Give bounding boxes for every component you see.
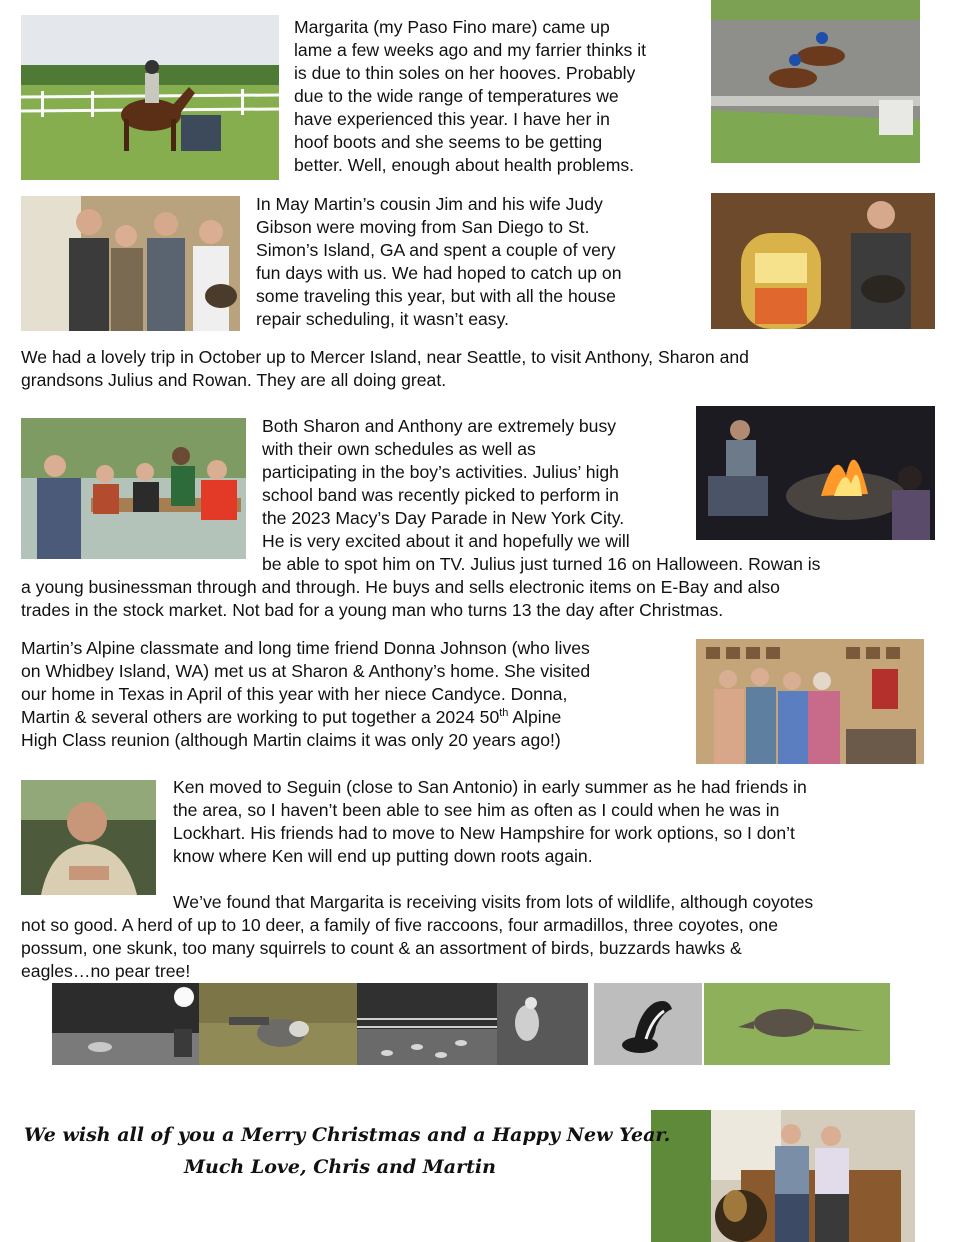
text-line: Simon’s Island, GA and spent a couple of very (256, 240, 616, 260)
text-line: Lockhart. His friends had to move to New Hampshire for work options, so I don’t (173, 823, 795, 843)
text-line: some traveling this year, but with all the house (256, 286, 616, 306)
text-line: on Whidbey Island, WA) met us at Sharon & Anthony’s home. She visited (21, 661, 591, 681)
text-line: our home in Texas in April of this year with her niece Candyce. Donna, (21, 684, 568, 704)
paragraph-ken (173, 776, 807, 868)
text-line: We had a lovely trip in October up to Mercer Island, near Seattle, to visit Anthony, Sharon and (21, 347, 749, 367)
text-line: school band was recently picked to perform in (262, 485, 619, 505)
text-segment: Martin & several others are working to put together a 2024 50 (21, 707, 500, 727)
text-segment: Alpine (508, 707, 562, 727)
text-line: Ken moved to Seguin (close to San Antonio) in early summer as he had friends in (173, 777, 807, 797)
paragraph-mercer-trip (21, 346, 749, 392)
text-line: better. Well, enough about health problems. (294, 155, 635, 175)
horse-riding-photo (21, 15, 279, 180)
patio-dinner-photo (21, 418, 246, 559)
ordinal-suffix: th (499, 707, 509, 720)
closing-signature: Much Love, Chris and Martin (184, 1156, 496, 1178)
wildlife-deer-herd-photo (357, 983, 497, 1065)
text-line: not so good. A herd of up to 10 deer, a family of five raccoons, four armadillos, three coyotes, one (21, 915, 778, 935)
couple-bench-photo (651, 1110, 915, 1242)
text-line: He is very excited about it and hopefully we will (262, 531, 630, 551)
text-line: with their own schedules as well as (262, 439, 536, 459)
text-line: Gibson were moving from San Diego to St. (256, 217, 590, 237)
text-line: fun days with us. We had hoped to catch up on (256, 263, 622, 283)
text-line: Martin’s Alpine classmate and long time friend Donna Johnson (who lives (21, 638, 590, 658)
text-line: a young businessman through and through. He buys and sells electronic items on E-Bay and also (21, 577, 780, 597)
text-line: lame a few weeks ago and my farrier thinks it (294, 40, 647, 60)
text-line: have experienced this year. I have her in (294, 109, 610, 129)
text-line: grandsons Julius and Rowan. They are all doing great. (21, 370, 447, 390)
paragraph-wildlife-first-line (173, 891, 813, 914)
paragraph-classmate (21, 637, 590, 752)
paragraph-grandsons-continued (21, 576, 780, 622)
wildlife-coyote-photo (497, 983, 588, 1065)
text-line: be able to spot him on TV. Julius just turned 16 on Halloween. Rowan is (262, 554, 821, 574)
text-line: participating in the boy’s activities. Julius’ high (262, 462, 619, 482)
paragraph-wildlife (21, 914, 778, 983)
text-line: possum, one skunk, too many squirrels to count & an assortment of birds, buzzards hawks & (21, 938, 742, 958)
paragraph-paso-fino (294, 16, 646, 177)
racehorses-photo (711, 0, 920, 163)
classmates-photo (696, 639, 924, 764)
wildlife-raccoon-photo (199, 983, 357, 1065)
text-line: is due to thin soles on her hooves. Probably (294, 63, 636, 83)
family-group-photo (21, 196, 240, 331)
wildlife-skunk-photo (594, 983, 702, 1065)
text-line: know where Ken will end up putting down roots again. (173, 846, 593, 866)
text-line: due to the wide range of temperatures we (294, 86, 619, 106)
paragraph-grandsons (262, 415, 820, 576)
closing-greeting: We wish all of you a Merry Christmas and a Happy New Year. (24, 1124, 671, 1146)
ken-portrait-photo (21, 780, 156, 895)
text-line: hoof boots and she seems to be getting (294, 132, 603, 152)
text-line: In May Martin’s cousin Jim and his wife Judy (256, 194, 603, 214)
paragraph-cousin-visit (256, 193, 621, 331)
wildlife-armadillo-photo (704, 983, 890, 1065)
text-line: the area, so I haven’t been able to see him as often as I could when he was in (173, 800, 780, 820)
wildlife-deer-night-photo (52, 983, 199, 1065)
text-line (21, 706, 590, 729)
text-line: repair scheduling, it wasn’t easy. (256, 309, 509, 329)
text-line: We’ve found that Margarita is receiving visits from lots of wildlife, although coyotes (173, 892, 814, 912)
jukebox-photo (711, 193, 935, 329)
text-line: High Class reunion (although Martin claims it was only 20 years ago!) (21, 730, 561, 750)
text-line: eagles…no pear tree! (21, 961, 191, 981)
text-line: trades in the stock market. Not bad for a young man who turns 13 the day after Christmas. (21, 600, 724, 620)
text-line: Both Sharon and Anthony are extremely busy (262, 416, 617, 436)
text-line: Margarita (my Paso Fino mare) came up (294, 17, 610, 37)
text-line: the 2023 Macy’s Day Parade in New York City. (262, 508, 625, 528)
